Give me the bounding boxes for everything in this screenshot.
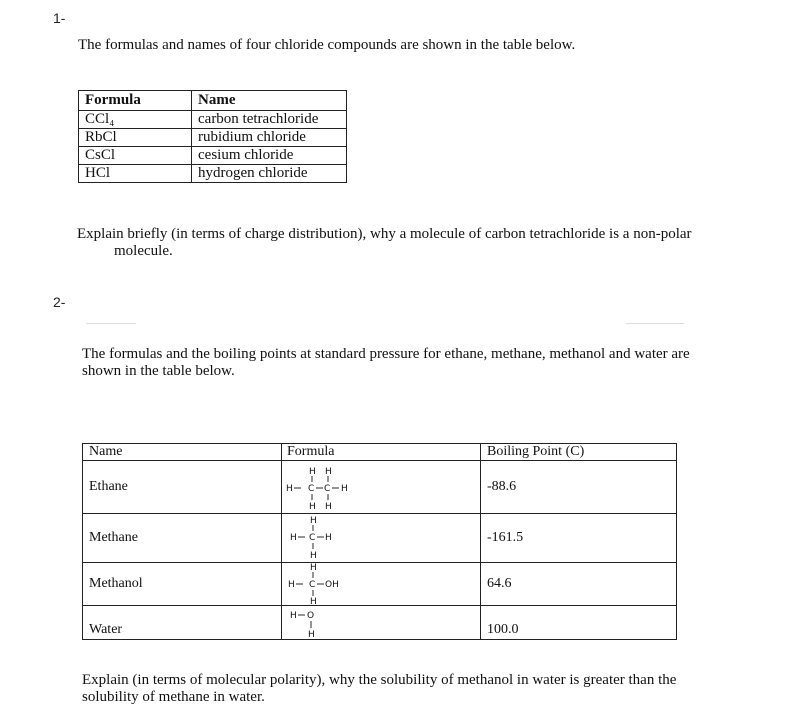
intro-line: The formulas and the boiling points at standard pressure for ethane, methane, methanol and water are [82, 346, 690, 362]
name-cell: hydrogen chloride [192, 165, 347, 183]
question-2-number: 2- [53, 294, 66, 310]
prompt-line: solubility of methane in water. [82, 689, 265, 705]
column-header-name: Name [192, 91, 347, 111]
svg-text:C: C [309, 580, 316, 590]
faint-mark [626, 323, 684, 324]
svg-text:H: H [310, 597, 317, 605]
column-header-name: Name [83, 444, 282, 461]
question-1-prompt [77, 226, 777, 260]
faint-mark [86, 323, 136, 324]
svg-text:C: C [309, 533, 316, 543]
water-structural-formula [282, 607, 480, 639]
svg-text:H: H [310, 516, 317, 526]
svg-text:H: H [286, 484, 293, 494]
methane-structural-formula [282, 514, 480, 562]
boiling-points-table [82, 443, 677, 640]
question-2-prompt [82, 672, 772, 706]
table-row [79, 111, 347, 129]
prompt-line: Explain (in terms of molecular polarity), why the solubility of methanol in water is greater than the [82, 672, 677, 688]
table-row [79, 147, 347, 165]
svg-text:H: H [308, 629, 315, 639]
formula-cell [282, 461, 481, 514]
boiling-point-cell: -161.5 [481, 514, 677, 563]
methanol-structural-formula [282, 563, 480, 605]
formula-cell: HCl [79, 165, 192, 183]
chloride-compounds-table [78, 90, 347, 183]
name-cell: Ethane [83, 461, 282, 514]
ethane-structural-formula [282, 461, 480, 513]
table-row [79, 165, 347, 183]
table-row [79, 129, 347, 147]
formula-cell [282, 563, 481, 606]
svg-text:H: H [341, 484, 348, 494]
formula-cell [282, 606, 481, 640]
svg-text:C: C [308, 484, 315, 494]
table-row [83, 606, 677, 640]
question-1-intro: The formulas and names of four chloride compounds are shown in the table below. [78, 37, 576, 53]
boiling-point-cell: -88.6 [481, 461, 677, 514]
formula-cell [282, 514, 481, 563]
formula-cell: CCl₄ [79, 111, 192, 129]
table-row [83, 461, 677, 514]
svg-text:H: H [290, 610, 297, 621]
formula-cell: RbCl [79, 129, 192, 147]
svg-text:H: H [309, 502, 316, 512]
boiling-point-cell: 64.6 [481, 563, 677, 606]
table-row [83, 514, 677, 563]
name-cell: Methanol [83, 563, 282, 606]
boiling-point-cell: 100.0 [481, 606, 677, 640]
svg-text:H: H [288, 580, 295, 590]
svg-text:H: H [309, 467, 316, 477]
svg-text:H: H [325, 533, 332, 543]
name-cell: carbon tetrachloride [192, 111, 347, 129]
svg-text:H: H [290, 533, 297, 543]
table-header-row [83, 444, 677, 461]
name-cell: Methane [83, 514, 282, 563]
name-cell: Water [83, 606, 282, 640]
svg-text:H: H [310, 551, 317, 561]
svg-text:H: H [310, 563, 317, 573]
table-row [83, 563, 677, 606]
question-2-intro [82, 346, 772, 380]
svg-text:H: H [325, 502, 332, 512]
formula-cell: CsCl [79, 147, 192, 165]
column-header-formula: Formula [282, 444, 481, 461]
svg-text:O: O [307, 610, 315, 621]
column-header-formula: Formula [79, 91, 192, 111]
svg-text:H: H [325, 467, 332, 477]
name-cell: rubidium chloride [192, 129, 347, 147]
question-1-number: 1- [53, 10, 66, 26]
intro-line: shown in the table below. [82, 363, 235, 379]
svg-text:C: C [324, 484, 331, 494]
prompt-line: Explain briefly (in terms of charge distribution), why a molecule of carbon tetrachloride is a non-polar [77, 226, 692, 242]
name-cell: cesium chloride [192, 147, 347, 165]
table-header-row [79, 91, 347, 111]
column-header-boiling-point: Boiling Point (C) [481, 444, 677, 461]
prompt-line: molecule. [114, 243, 173, 259]
svg-text:OH: OH [325, 580, 339, 590]
